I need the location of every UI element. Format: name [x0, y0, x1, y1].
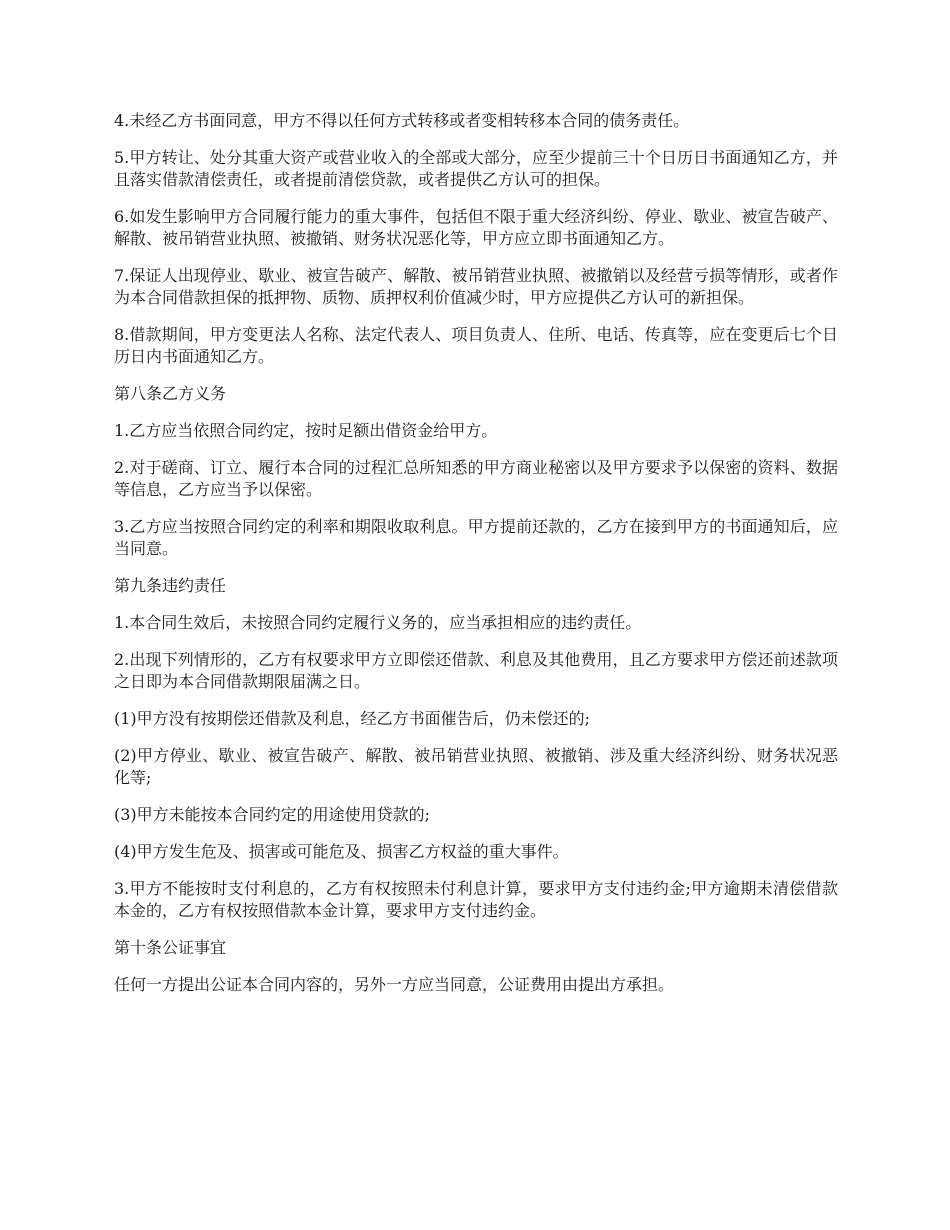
- clause-6-major-event-notice: 6.如发生影响甲方合同履行能力的重大事件，包括但不限于重大经济纠纷、停业、歇业、被宣告破产、解散、被吊销营业执照、被撤销、财务状况恶化等，甲方应立即书面通知乙方。: [114, 207, 838, 248]
- article-9-item-3: 3.甲方不能按时支付利息的，乙方有权按照未付利息计算，要求甲方支付违约金;甲方逾期未清偿借款本金的，乙方有权按照借款本金计算，要求甲方支付违约金。: [114, 879, 838, 920]
- article-9-item-1: 1.本合同生效后，未按照合同约定履行义务的，应当承担相应的违约责任。: [114, 613, 642, 632]
- clause-5-asset-disposal-notice: 5.甲方转让、处分其重大资产或营业收入的全部或大部分，应至少提前三十个日历日书面通知乙方，并且落实借款清偿责任，或者提前清偿贷款，或者提供乙方认可的担保。: [114, 148, 838, 189]
- section-heading-article-9: 第九条违约责任: [114, 576, 227, 595]
- article-9-item-2: 2.出现下列情形的，乙方有权要求甲方立即偿还借款、利息及其他费用，且乙方要求甲方偿还前述款项之日即为本合同借款期限届满之日。: [114, 650, 838, 691]
- section-heading-article-8: 第八条乙方义务: [114, 384, 227, 403]
- document-body: [114, 110, 838, 1011]
- article-9-subitem-3: (3)甲方未能按本合同约定的用途使用贷款的;: [114, 805, 431, 824]
- article-8-item-2: 2.对于磋商、订立、履行本合同的过程汇总所知悉的甲方商业秘密以及甲方要求予以保密的资料、数据等信息，乙方应当予以保密。: [114, 458, 838, 499]
- clause-7-guarantor-change: 7.保证人出现停业、歇业、被宣告破产、解散、被吊销营业执照、被撤销以及经营亏损等情形，或者作为本合同借款担保的抵押物、质物、质押权利价值减少时，甲方应提供乙方认可的新担保。: [114, 266, 838, 307]
- article-8-item-1: 1.乙方应当依照合同约定，按时足额出借资金给甲方。: [114, 421, 498, 440]
- clause-4-no-debt-transfer: 4.未经乙方书面同意，甲方不得以任何方式转移或者变相转移本合同的债务责任。: [114, 111, 690, 130]
- article-9-subitem-4: (4)甲方发生危及、损害或可能危及、损害乙方权益的重大事件。: [114, 842, 569, 861]
- article-8-item-3: 3.乙方应当按照合同约定的利率和期限收取利息。甲方提前还款的，乙方在接到甲方的书面通知后，应当同意。: [114, 517, 838, 558]
- article-10-item: 任何一方提出公证本合同内容的，另外一方应当同意，公证费用由提出方承担。: [114, 975, 675, 994]
- article-9-subitem-2: (2)甲方停业、歇业、被宣告破产、解散、被吊销营业执照、被撤销、涉及重大经济纠纷、财务状况恶化等;: [114, 746, 838, 787]
- clause-8-info-change-notice: 8.借款期间，甲方变更法人名称、法定代表人、项目负责人、住所、电话、传真等，应在变更后七个日历日内书面通知乙方。: [114, 325, 838, 366]
- article-9-subitem-1: (1)甲方没有按期偿还借款及利息，经乙方书面催告后，仍未偿还的;: [114, 709, 591, 728]
- section-heading-article-10: 第十条公证事宜: [114, 938, 227, 957]
